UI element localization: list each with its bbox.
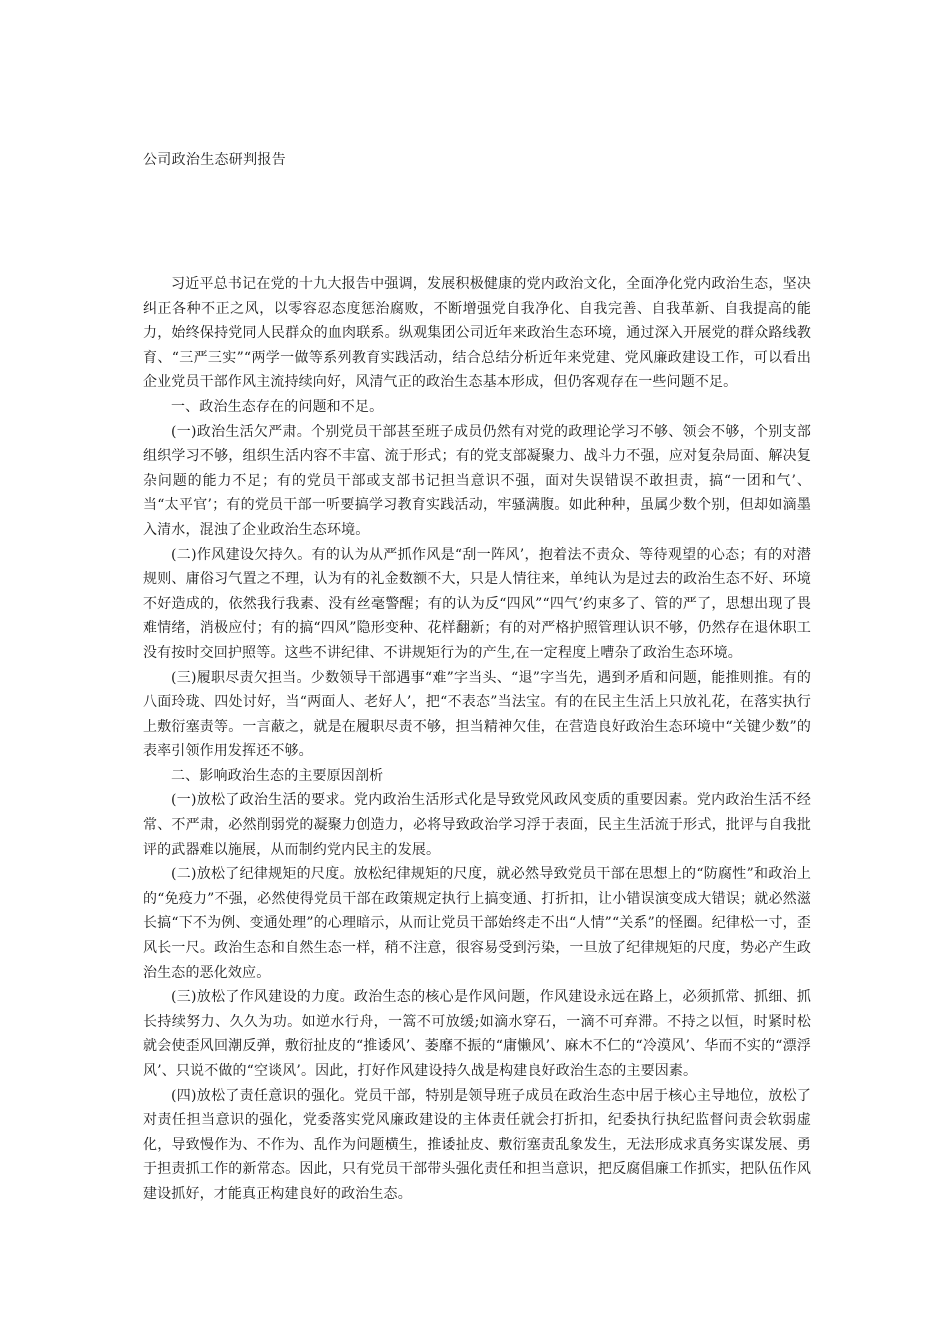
section-heading-causes: 二、影响政治生态的主要原因剖析 <box>171 767 384 784</box>
section-heading-problems: 一、政治生态存在的问题和不足。 <box>171 398 384 415</box>
paragraph-cause-work-style: (三)放松了作风建设的力度。政治生态的核心是作风问题，作风建设永远在路上，必须抓常、抓细、抓长持续努力、久久为功。如逆水行舟，一篙不可放缓;如滴水穿石，一滴不可弃滞。不持之以恒，时紧时松就会使歪风回潮反弹，敷衍扯皮的“推诿风’、萎靡不振的“庸懒风’、麻木不仁的“冷漠风’、华而不实的“漂浮风’、只说不做的“空谈风’。因此，打好作风建设持久战是构建良好政治生态的主要因素。 <box>143 989 811 1079</box>
paragraph-political-life: (一)政治生活欠严肃。个别党员干部甚至班子成员仍然有对党的政理论学习不够、领会不够，个别支部组织学习不够，组织生活内容不丰富、流于形式；有的党支部凝聚力、战斗力不强，应对复杂局面、解决复杂问题的能力不足；有的党员干部或支部书记担当意识不强，面对失误错误不敢担责，搞“一团和气’、当“太平官’；有的党员干部一听要搞学习教育实践活动，牢骚满腹。如此种种，虽属少数个别，但却如滴墨入清水，混浊了企业政治生态环境。 <box>143 423 811 538</box>
paragraph-cause-discipline: (二)放松了纪律规矩的尺度。放松纪律规矩的尺度，就必然导致党员干部在思想上的“防腐性”和政治上的“免疫力”不强，必然使得党员干部在政策规定执行上搞变通、打折扣，让小错误演变成大错误；就必然滋长搞“下不为例、变通处理”的心理暗示，从而让党员干部始终走不出“人情”“关系”的怪圈。纪律松一寸，歪风长一尺。政治生态和自然生态一样，稍不注意，很容易受到污染，一旦放了纪律规矩的尺度，势必产生政治生态的恶化效应。 <box>143 866 811 981</box>
paragraph-cause-political-life: (一)放松了政治生活的要求。党内政治生活形式化是导致党风政风变质的重要因素。党内政治生活不经常、不严肃，必然削弱党的凝聚力创造力，必将导致政治学习浮于表面，民主生活流于形式，批评与自我批评的武器难以施展，从而制约党内民主的发展。 <box>143 792 811 858</box>
paragraph-cause-responsibility: (四)放松了责任意识的强化。党员干部，特别是领导班子成员在政治生态中居于核心主导地位，放松了对责任担当意识的强化，党委落实党风廉政建设的主体责任就会打折扣，纪委执行执纪监督问责会软弱虚化，导致慢作为、不作为、乱作为问题横生，推诿扯皮、敷衍塞责乱象发生，无法形成求真务实谋发展、勇于担责抓工作的新常态。因此，只有党员干部带头强化责任和担当意识，把反腐倡廉工作抓实，把队伍作风建设抓好，才能真正构建良好的政治生态。 <box>143 1087 811 1202</box>
intro-paragraph: 习近平总书记在党的十九大报告中强调，发展积极健康的党内政治文化，全面净化党内政治生态，坚决纠正各种不正之风，以零容忍态度惩治腐败，不断增强党自我净化、自我完善、自我革新、自我提高的能力，始终保持党同人民群众的血肉联系。纵观集团公司近年来政治生态环境，通过深入开展党的群众路线教育、“三严三实”“两学一做等系列教育实践活动，结合总结分析近年来党建、党风廉政建设工作，可以看出企业党员干部作风主流持续向好，风清气正的政治生态基本形成，但仍客观存在一些问题不足。 <box>143 276 811 391</box>
paragraph-work-style: (二)作风建设欠持久。有的认为从严抓作风是“刮一阵风’，抱着法不责众、等待观望的心态；有的对潜规则、庸俗习气置之不理，认为有的礼金数额不大，只是人情往来，单纯认为是过去的政治生态不好、环境不好造成的，依然我行我素、没有丝毫警醒；有的认为反“四风”“四气’约束多了、管的严了，思想出现了畏难情绪，消极应付；有的搞“四风”隐形变种、花样翻新；有的对严格护照管理认识不够，仍然存在退休职工没有按时交回护照等。这些不讲纪律、不讲规矩行为的产生,在一定程度上嘈杂了政治生态环境。 <box>143 546 811 661</box>
document-title: 公司政治生态研判报告 <box>143 152 286 168</box>
document-body <box>143 272 811 1207</box>
paragraph-responsibility: (三)履职尽责欠担当。少数领导干部遇事“难”字当头、“退”字当先，遇到矛盾和问题，能推则推。有的八面玲珑、四处讨好，当“两面人、老好人’，把“不表态”当法宝。有的在民主生活上只放礼花，在落实执行上敷衍塞责等。一言蔽之，就是在履职尽责不够，担当精神欠佳，在营造良好政治生态环境中“关键少数”的表率引领作用发挥还不够。 <box>143 669 811 760</box>
